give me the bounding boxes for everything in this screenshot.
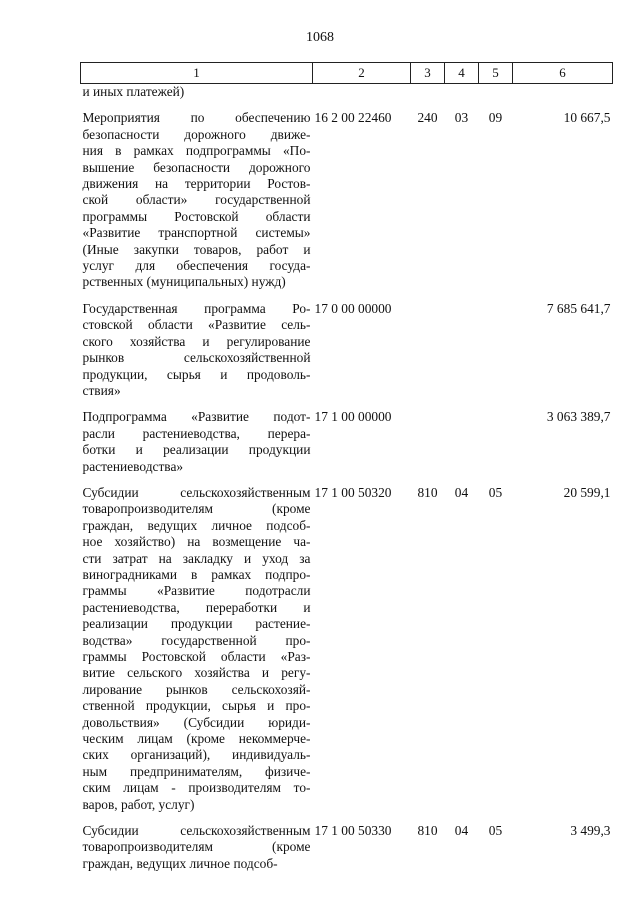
code-cell xyxy=(313,84,411,111)
row-name-line: ского хозяйства и регулирование xyxy=(82,333,311,349)
pr-cell xyxy=(479,409,513,485)
row-name-cell xyxy=(81,110,313,300)
pr-cell: 05 xyxy=(488,484,503,500)
amount-cell: 10 667,5 xyxy=(563,110,611,126)
row-name-cell xyxy=(81,823,313,872)
vr-cell: 810 xyxy=(417,823,438,839)
rz-cell: 03 xyxy=(454,110,469,126)
row-name-line: довольствия» (Субсидии юриди- xyxy=(82,714,311,730)
row-name-line: реализации продукции растение- xyxy=(82,616,311,632)
row-name-line: граммы «Развитие подотрасли xyxy=(82,583,311,599)
column-header: 5 xyxy=(479,63,513,84)
row-name-line: расли растениеводства, перера- xyxy=(82,425,311,441)
code-cell: 17 1 00 00000 xyxy=(314,409,392,425)
amount-cell xyxy=(513,84,613,111)
row-name-line: ственной продукции, сырья и про- xyxy=(82,698,311,714)
row-name-line: ским лицам - производителям то- xyxy=(82,780,311,796)
amount-cell: 3 063 389,7 xyxy=(546,409,611,425)
row-name-line: и иных платежей) xyxy=(82,84,185,99)
column-header: 1 xyxy=(81,63,313,84)
row-name-line: ное хозяйство) на возмещение ча- xyxy=(82,534,311,550)
row-name-line: Подпрограмма «Развитие подот- xyxy=(82,409,311,425)
row-name-line: товаропроизводителям (кроме xyxy=(82,501,311,517)
rz-cell: 04 xyxy=(454,484,469,500)
rz-cell xyxy=(445,409,479,485)
pr-cell: 09 xyxy=(488,110,503,126)
code-cell: 16 2 00 22460 xyxy=(314,110,392,126)
vr-cell: 810 xyxy=(417,484,438,500)
row-name-line: граждан, ведущих личное подсоб- xyxy=(82,517,311,533)
row-name-line: (Иные закупки товаров, работ и xyxy=(82,241,311,257)
column-header: 2 xyxy=(313,63,411,84)
row-name-line: граммы Ростовской области «Раз- xyxy=(82,649,311,664)
row-name-line: услуг для обеспечения госуда- xyxy=(82,258,311,274)
row-name-line: безопасности дорожного движе- xyxy=(82,126,311,142)
table-row xyxy=(81,301,613,409)
row-name-line: Государственная программа Ро- xyxy=(82,300,311,316)
row-name-cell xyxy=(81,485,313,823)
row-name-cell xyxy=(81,84,313,111)
row-name-line: ния в рамках подпрограммы «По- xyxy=(82,143,311,159)
row-name-cell xyxy=(81,301,313,409)
amount-cell: 7 685 641,7 xyxy=(546,300,611,316)
row-name-line: сти затрат на закладку и уход за xyxy=(82,550,311,566)
row-name-line: Субсидии сельскохозяйственным xyxy=(82,823,311,839)
row-name-line: ным предпринимателям, физиче- xyxy=(82,763,311,779)
vr-cell xyxy=(411,409,445,485)
row-name-line: растениеводства, переработки и xyxy=(82,599,311,615)
code-cell: 17 0 00 00000 xyxy=(314,300,392,316)
rz-cell xyxy=(445,84,479,111)
row-name-line: Субсидии сельскохозяйственным xyxy=(82,484,311,500)
rz-cell: 04 xyxy=(454,823,469,839)
row-name-cell xyxy=(81,409,313,485)
table-row xyxy=(81,485,613,823)
row-name-line: ской области» государственной xyxy=(82,192,311,208)
pr-cell xyxy=(479,84,513,111)
row-name-line: витие сельского хозяйства и регу- xyxy=(82,665,311,681)
table-row xyxy=(81,84,613,111)
table-row xyxy=(81,409,613,485)
row-name-line: товаропроизводителям (кроме xyxy=(82,839,311,855)
rz-cell xyxy=(445,301,479,409)
column-header: 6 xyxy=(513,63,613,84)
pr-cell: 05 xyxy=(488,823,503,839)
row-name-line: варов, работ, услуг) xyxy=(82,796,195,812)
row-name-line: рственных (муниципальных) нужд) xyxy=(82,274,286,290)
amount-cell: 20 599,1 xyxy=(563,484,611,500)
table-row xyxy=(81,823,613,872)
row-name-line: «Развитие транспортной системы» xyxy=(82,225,311,241)
row-name-line: ботки и реализации продукции xyxy=(82,442,311,458)
row-name-line: граждан, ведущих личное подсоб- xyxy=(82,855,278,871)
vr-cell xyxy=(411,301,445,409)
code-cell: 17 1 00 50330 xyxy=(314,823,392,839)
row-name-line: рынков сельскохозяйственной xyxy=(82,350,311,366)
table-header-row xyxy=(81,63,613,84)
budget-table xyxy=(80,62,613,872)
row-name-line: лирование рынков сельскохозяй- xyxy=(82,681,311,697)
code-cell: 17 1 00 50320 xyxy=(314,484,392,500)
amount-cell: 3 499,3 xyxy=(570,823,611,839)
row-name-line: ствия» xyxy=(82,382,121,398)
column-header: 4 xyxy=(445,63,479,84)
row-name-line: ских организаций), индивидуаль- xyxy=(82,747,311,763)
row-name-line: растениеводства» xyxy=(82,458,184,474)
column-header: 3 xyxy=(411,63,445,84)
page-number: 1068 xyxy=(306,30,334,45)
row-name-line: водства» государственной про- xyxy=(82,632,311,648)
table-row xyxy=(81,110,613,300)
pr-cell xyxy=(479,301,513,409)
row-name-line: ческим лицам (кроме некоммерче- xyxy=(82,731,311,747)
row-name-line: стовской области «Развитие сель- xyxy=(82,317,311,333)
vr-cell: 240 xyxy=(417,110,438,126)
row-name-line: продукции, сырья и продоволь- xyxy=(82,366,311,382)
row-name-line: вышение безопасности дорожного xyxy=(82,159,311,175)
row-name-line: виноградниками в рамках подпро- xyxy=(82,566,311,582)
row-name-line: Мероприятия по обеспечению xyxy=(82,110,311,126)
row-name-line: движения на территории Ростов- xyxy=(82,176,311,192)
vr-cell xyxy=(411,84,445,111)
row-name-line: программы Ростовской области xyxy=(82,208,311,224)
